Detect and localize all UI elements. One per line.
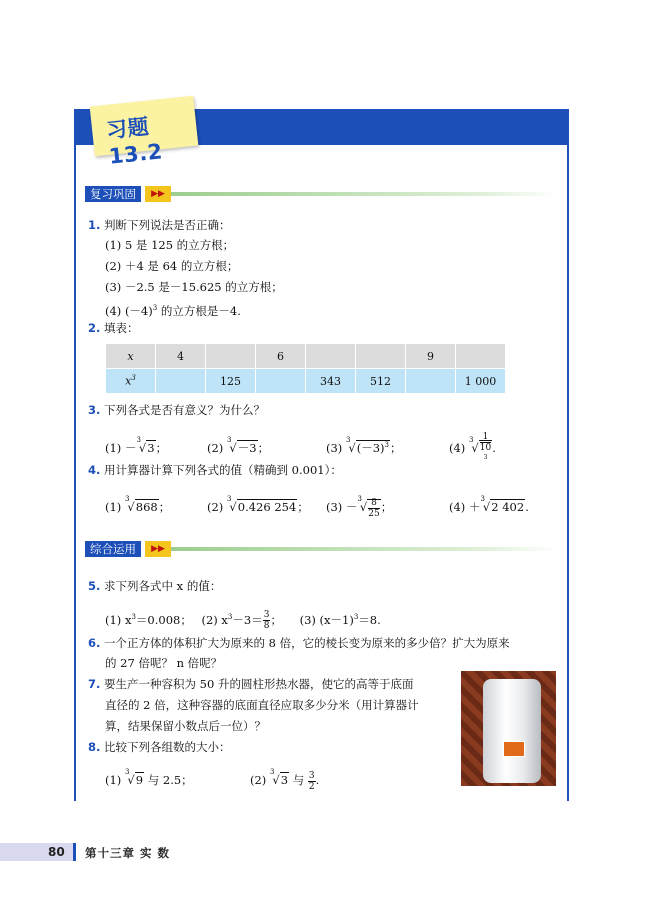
q1-item-3: (3) －2.5 是－15.625 的立方根； <box>105 280 283 294</box>
chapter-title: 第十三章 实 数 <box>85 846 171 860</box>
item-label: (4) <box>449 441 469 455</box>
item-label: (3) (x－1) <box>299 612 354 627</box>
q4-item-1: (1) $^3$√868； <box>105 495 171 514</box>
exponent: 3 <box>483 454 488 461</box>
item-text: 与 <box>289 773 308 787</box>
item-label: (3) <box>326 441 346 455</box>
question-text: 用计算器计算下列各式的值（精确到 0.001）： <box>104 463 342 477</box>
table-cell: 512 <box>356 369 406 394</box>
water-heater-photo <box>461 671 556 786</box>
question-2 <box>88 321 139 335</box>
radicand: 3 <box>147 441 155 455</box>
root-index: 3 <box>226 495 232 503</box>
q8-item-1: (1) $^3$√9 与 2.5； <box>105 768 193 787</box>
table-cell <box>156 369 206 394</box>
q3-item-4: (4) $^3$√ 1 10 $^3$ . <box>449 428 496 466</box>
cell-text: x <box>125 374 132 388</box>
item-label: (2) <box>207 441 227 455</box>
question-number: 5. <box>88 579 101 593</box>
denominator: 25 <box>368 508 380 519</box>
item-label: (1) <box>105 773 125 787</box>
title-note <box>90 96 199 169</box>
q3-item-3: (3) $^3√(-3)^3$； <box>326 436 402 455</box>
denominator <box>480 443 491 466</box>
root-index: 3 <box>345 436 351 444</box>
table-cell: 343 <box>306 369 356 394</box>
table-cell: 4 <box>156 344 206 369</box>
question-number: 7. <box>88 677 101 691</box>
heater-tank <box>483 679 541 783</box>
section-review <box>85 186 559 202</box>
root-index: 3 <box>357 495 362 503</box>
radicand: 9 <box>135 773 144 787</box>
q1-item-4-text: 的立方根是－4. <box>157 303 241 318</box>
radicand <box>356 440 390 455</box>
punct: ； <box>270 612 282 627</box>
fraction <box>368 498 379 519</box>
radicand: 0.426 254 <box>237 500 297 514</box>
question-text: 判断下列说法是否正确： <box>104 218 231 232</box>
table-cell: 6 <box>256 344 306 369</box>
item-text: 与 2.5； <box>144 773 193 787</box>
numerator: 3 <box>263 610 270 621</box>
q4-item-4: (4) ＋$^3$√2 402. <box>449 495 529 514</box>
section-arrow-icon: ▶▶ <box>145 186 171 202</box>
table-cell <box>356 344 406 369</box>
table-cell: 125 <box>206 369 256 394</box>
question-number: 2. <box>88 321 101 335</box>
section-label-apply: 综合运用 <box>85 541 141 557</box>
radicand-text: (－3) <box>356 441 385 455</box>
q1-item-4-text: (4) (－4) <box>105 303 153 318</box>
item-label: (1) <box>105 500 125 514</box>
q1-item-1: (1) 5 是 125 的立方根； <box>105 238 235 252</box>
numerator: 8 <box>368 498 379 509</box>
question-number: 4. <box>88 463 101 477</box>
item-text: ＝8. <box>358 612 381 627</box>
item-label: (2) <box>207 500 227 514</box>
denominator: 2 <box>308 781 315 792</box>
section-apply <box>85 541 559 557</box>
item-label: (2) <box>250 773 270 787</box>
question-7 <box>88 677 413 691</box>
item-label: (1) － <box>105 441 137 455</box>
numerator: 1 <box>480 432 491 443</box>
exponent: 3 <box>384 441 390 450</box>
question-text: 下列各式是否有意义？为什么？ <box>104 403 266 417</box>
root-index: 3 <box>136 436 141 444</box>
root-index: 3 <box>480 495 485 503</box>
item-label: (3) － <box>326 500 358 514</box>
item-label: (1) x <box>105 612 132 627</box>
table-cell <box>106 369 156 394</box>
question-text: 要生产一种容积为 50 升的圆柱形热水器，使它的高等于底面 <box>104 677 414 691</box>
exponent: 3 <box>353 613 359 621</box>
question-number: 3. <box>88 403 101 417</box>
q1-item-4 <box>105 301 241 318</box>
footer-divider <box>73 843 76 861</box>
table-cell <box>456 344 506 369</box>
q4-item-2: (2) $^3$√0.426 254； <box>207 495 309 514</box>
question-7-cont: 直径的 2 倍，这种容器的底面直径应取多少分米（用计算器计 <box>105 698 419 712</box>
question-text: 比较下列各组数的大小： <box>104 740 231 754</box>
denominator: 8 <box>263 621 270 632</box>
exponent: 3 <box>152 304 158 312</box>
question-number: 8. <box>88 740 101 754</box>
punct: ； <box>158 500 171 514</box>
root-index: 3 <box>124 768 130 776</box>
punct: ； <box>297 500 309 514</box>
question-7-cont: 算，结果保留小数点后一位）？ <box>105 719 266 733</box>
root-index: 3 <box>269 768 275 776</box>
table-cell <box>206 344 256 369</box>
exponent: 3 <box>131 374 136 383</box>
question-6-cont: 的 27 倍呢？ n 倍呢？ <box>105 656 223 670</box>
punct: ； <box>390 441 402 455</box>
heater-label <box>503 741 525 757</box>
question-8 <box>88 740 231 754</box>
item-text: －3＝ <box>232 612 263 627</box>
question-text: 填表： <box>104 321 139 335</box>
page-number: 80 <box>48 845 65 859</box>
question-4 <box>88 463 342 477</box>
punct: . <box>315 773 320 787</box>
radicand <box>367 497 380 519</box>
exponent: 3 <box>227 613 233 621</box>
table-cell: x <box>106 344 156 369</box>
question-6 <box>88 636 510 650</box>
table-cell: 1 000 <box>456 369 506 394</box>
item-text: ＝0.008； <box>135 612 192 627</box>
q8-item-2: (2) $^3$√3 与 $\frac{3}{2}$ . <box>250 768 320 792</box>
page-title: 习题13.2 <box>105 114 164 169</box>
table-cell <box>306 344 356 369</box>
table-cell: 9 <box>406 344 456 369</box>
q5-items <box>105 605 381 632</box>
root-index: 3 <box>124 495 130 503</box>
question-text: 求下列各式中 x 的值： <box>104 579 222 593</box>
question-number: 6. <box>88 636 101 650</box>
item-label: (4) ＋ <box>449 500 481 514</box>
root-index: 3 <box>468 436 474 444</box>
radicand: 2 402 <box>491 500 525 514</box>
question-number: 1. <box>88 218 101 232</box>
item-label: (2) x <box>201 612 228 627</box>
fraction <box>308 771 316 792</box>
q3-item-1: (1) －$^3$√3； <box>105 436 168 455</box>
radicand: 868 <box>135 500 158 514</box>
q3-item-2: (2) $^3$√－3； <box>207 436 270 455</box>
numerator: 3 <box>308 770 315 781</box>
q4-item-3: (3) －$^3$√ $\frac{8}{25}$ ； <box>326 495 393 519</box>
question-text: 一个正方体的体积扩大为原来的 8 倍，它的棱长变为原来的多少倍？扩大为原来 <box>104 636 510 650</box>
root-index: 3 <box>226 436 232 444</box>
punct: ； <box>155 441 168 455</box>
punct: ； <box>380 500 393 514</box>
exponent: 3 <box>131 613 136 621</box>
table-cell <box>406 369 456 394</box>
section-divider <box>171 192 559 196</box>
radicand: －3 <box>237 441 257 455</box>
q1-item-2: (2) ＋4 是 64 的立方根； <box>105 259 239 273</box>
table-row <box>106 369 506 394</box>
radicand: 3 <box>280 773 289 787</box>
table-cell <box>256 369 306 394</box>
punct: ； <box>257 441 270 455</box>
question-3 <box>88 403 265 417</box>
radicand <box>479 432 492 461</box>
section-arrow-icon: ▶▶ <box>145 541 171 557</box>
table-row <box>106 344 506 369</box>
fraction <box>480 432 491 466</box>
question-1 <box>88 218 231 232</box>
punct: . <box>525 500 529 514</box>
section-label-review: 复习巩固 <box>85 186 141 202</box>
denominator-text: 10 <box>479 443 492 453</box>
punct: . <box>492 441 496 455</box>
question-5 <box>88 579 221 593</box>
section-divider <box>171 547 559 551</box>
fill-table <box>105 343 506 394</box>
